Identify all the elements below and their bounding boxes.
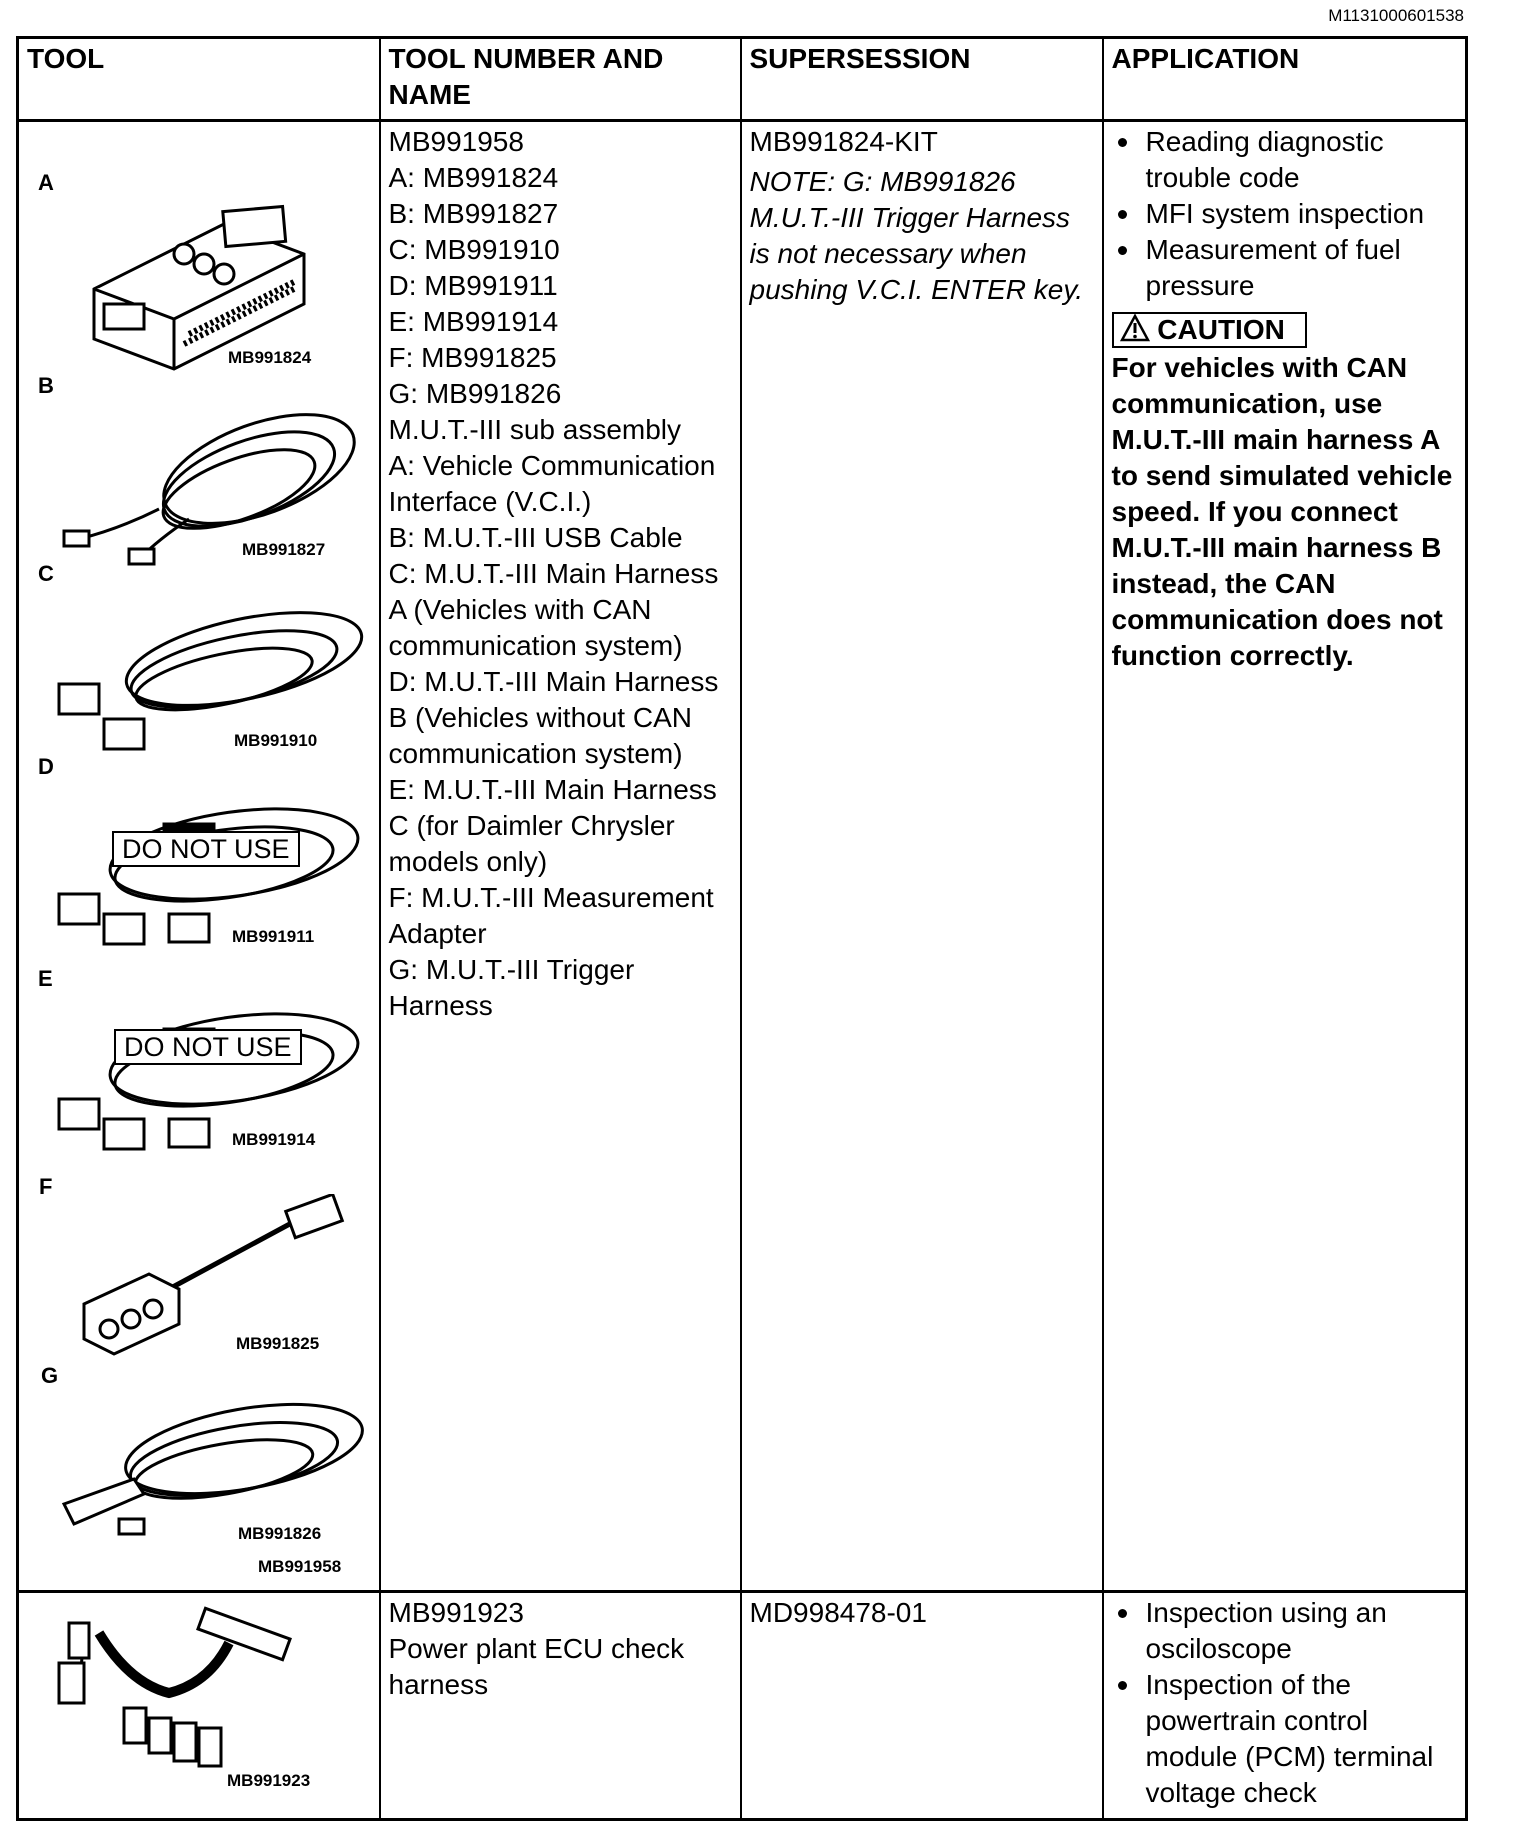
ecu-check-harness-icon xyxy=(49,1603,309,1778)
list-item: Measurement of fuel pressure xyxy=(1146,232,1458,304)
application-list xyxy=(1112,124,1458,304)
supersession-cell xyxy=(741,1592,1103,1820)
tool-name-line: B: M.U.T.-III USB Cable xyxy=(388,522,683,553)
list-item: MFI system inspection xyxy=(1146,196,1458,232)
part-number-label: MB991910 xyxy=(234,731,318,750)
tool-letter: E xyxy=(38,966,53,991)
tool-letter: G xyxy=(41,1363,59,1388)
tool-letter: A xyxy=(38,170,54,195)
tool-number: MB991958 xyxy=(388,126,524,157)
caution-badge xyxy=(1112,312,1307,348)
tool-letter: B xyxy=(38,373,54,398)
tool-name-line: F: M.U.T.-III Measurement Adapter xyxy=(388,882,714,949)
header-tool-number: TOOL NUMBER AND NAME xyxy=(380,38,741,121)
tool-images-cell xyxy=(18,1592,380,1820)
table-row xyxy=(18,1592,1467,1820)
list-item: Reading diagnostic trouble code xyxy=(1146,124,1458,196)
tool-name-line: A: Vehicle Communication Interface (V.C.I.) xyxy=(388,450,716,517)
tool-name-line: M.U.T.-III sub assembly xyxy=(388,414,682,445)
supersession-value: MD998478-01 xyxy=(749,1597,927,1628)
application-cell xyxy=(1103,1592,1467,1820)
tool-name-line: C: M.U.T.-III Main Harness A (Vehicles with CAN communication system) xyxy=(388,558,719,661)
tool-name-line: G: M.U.T.-III Trigger Harness xyxy=(388,954,635,1021)
tool-name-line: D: M.U.T.-III Main Harness B (Vehicles without CAN communication system) xyxy=(388,666,719,769)
part-number-label: MB991825 xyxy=(236,1334,320,1353)
application-list xyxy=(1112,1595,1458,1811)
header-tool: TOOL xyxy=(18,38,380,121)
part-number-label: MB991911 xyxy=(232,927,315,946)
part-number-label: MB991914 xyxy=(232,1130,316,1149)
tool-images-cell xyxy=(18,121,380,1592)
caution-label: CAUTION xyxy=(1157,314,1285,345)
warning-triangle-icon xyxy=(1120,314,1150,342)
part-number-label: MB991824 xyxy=(228,348,312,367)
tool-name-line: E: M.U.T.-III Main Harness C (for Daimler Chrysler models only) xyxy=(388,774,717,877)
tool-number-cell xyxy=(380,1592,741,1820)
main-harness-b-icon xyxy=(44,794,374,964)
tool-number-line: G: MB991826 xyxy=(388,378,562,409)
tool-number-line: C: MB991910 xyxy=(388,234,560,265)
list-item: Inspection using an osciloscope xyxy=(1146,1595,1458,1667)
list-item: Inspection of the powertrain control module (PCM) terminal voltage check xyxy=(1146,1667,1458,1811)
do-not-use-label: DO NOT USE xyxy=(112,831,300,867)
tool-number-line: E: MB991914 xyxy=(388,306,559,337)
header-row xyxy=(18,38,1467,121)
supersession-value: MB991824-KIT xyxy=(749,126,938,157)
caution-text: For vehicles with CAN communication, use M.U.T.-III main harness A to send simulated vehicle speed. If you connect M.U.T.-III main harness B instead, the CAN communication does not function correctly. xyxy=(1111,352,1453,671)
tool-number-line: F: MB991825 xyxy=(388,342,557,373)
supersession-note: NOTE: G: MB991826 M.U.T.-III Trigger Harness is not necessary when pushing V.C.I. ENTER key. xyxy=(749,166,1084,305)
part-number-label: MB991826 xyxy=(238,1524,322,1543)
do-not-use-label: DO NOT USE xyxy=(114,1029,302,1065)
main-harness-icon xyxy=(44,599,374,769)
tool-letter: D xyxy=(38,754,54,779)
tool-number-line: A: MB991824 xyxy=(388,162,559,193)
header-supersession: SUPERSESSION xyxy=(741,38,1103,121)
tool-letter: C xyxy=(38,561,54,586)
part-number-label: MB991923 xyxy=(227,1771,311,1790)
trigger-harness-icon xyxy=(44,1394,374,1554)
kit-part-number-label: MB991958 xyxy=(258,1557,342,1576)
tool-number-line: D: MB991911 xyxy=(388,270,558,301)
tool-number: MB991923 xyxy=(388,1597,524,1628)
application-cell xyxy=(1103,121,1467,1592)
tool-number-line: B: MB991827 xyxy=(388,198,559,229)
document-id: M1131000601538 xyxy=(1328,6,1464,25)
table-row xyxy=(18,121,1467,1592)
tool-name: Power plant ECU check harness xyxy=(388,1633,685,1700)
main-harness-c-icon xyxy=(44,999,374,1169)
special-tools-table xyxy=(16,36,1468,1821)
header-application: APPLICATION xyxy=(1103,38,1467,121)
tool-letter: F xyxy=(39,1174,53,1199)
part-number-label: MB991827 xyxy=(242,540,326,559)
tool-number-cell xyxy=(380,121,741,1592)
supersession-cell xyxy=(741,121,1103,1592)
